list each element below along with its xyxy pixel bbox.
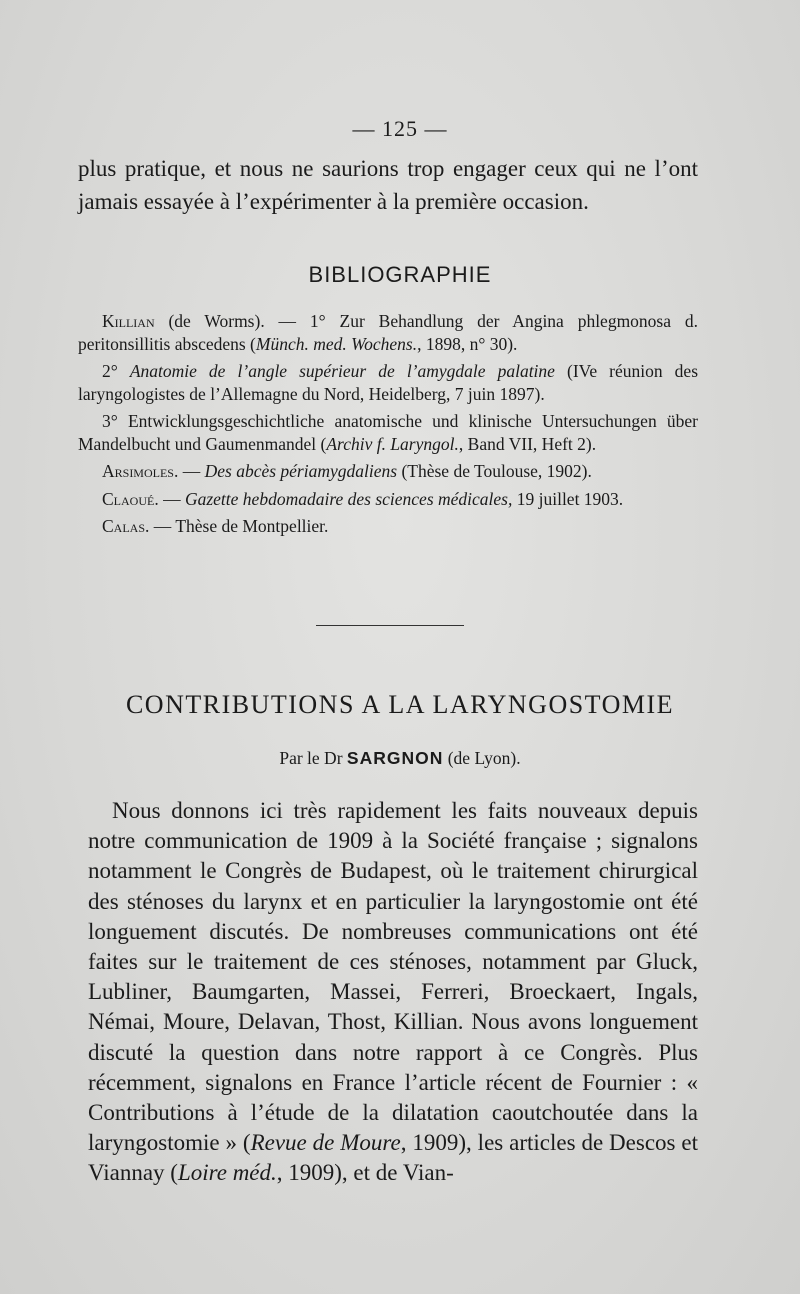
text-run: (IVe réunion des laryngologistes de l’Allemagne du Nord, Heidelberg, 7 juin 1897). [78, 361, 699, 404]
bibliography-entry [78, 488, 698, 511]
section-divider [316, 625, 464, 626]
italic-text: Des abcès périamygdaliens [204, 461, 398, 481]
text-run: . — [154, 488, 185, 509]
italic-text: Revue de Moure [250, 1130, 401, 1156]
bibliography-author: Calas [102, 516, 146, 536]
italic-text: Loire méd. [177, 1160, 277, 1186]
body-paragraph [88, 796, 698, 1189]
bibliography-list [78, 310, 698, 543]
bibliography-entry [78, 460, 698, 483]
bibliography-entry [78, 310, 698, 355]
article-body [88, 796, 698, 1189]
byline-suffix: (de Lyon). [443, 748, 521, 768]
text-run: (Thèse de Toulouse, 1902). [397, 461, 592, 481]
italic-text: Münch. med. Wochens. [255, 333, 418, 354]
text-run: . — [173, 461, 205, 481]
text-run: 2° [102, 361, 130, 381]
text-run: , 1909), et de Vian- [276, 1160, 454, 1186]
bibliography-author: Claoué [102, 488, 155, 509]
text-run: , 1909), les articles de Descos et Viannay ( [88, 1130, 698, 1186]
intro-paragraph: plus pratique, et nous ne saurions trop engager ceux qui ne l’ont jamais essayée à l’expérimenter à la première occasion. [78, 156, 698, 214]
italic-text: Gazette hebdomadaire des sciences médicales, [184, 488, 513, 509]
bibliography-author: Killian [102, 311, 155, 331]
italic-text: Anatomie de l’angle supérieur de l’amygdale palatine [129, 361, 555, 381]
article-byline [0, 748, 800, 769]
text-run: (de Worms). — 1° Zur Behandlung der Angina phlegmonosa d. peritonsillitis abscedens ( [78, 311, 698, 354]
page-number: — 125 — [352, 116, 448, 141]
bibliography-title: BIBLIOGRAPHIE [308, 262, 492, 287]
text-run: , Band VII, Heft 2). [458, 433, 597, 454]
text-run: . — Thèse de Montpellier. [145, 516, 329, 536]
italic-text: Archiv f. Laryngol. [326, 433, 459, 454]
byline-author: SARGNON [346, 748, 444, 768]
bibliography-entry [78, 410, 698, 455]
article-title: CONTRIBUTIONS A LA LARYNGOSTOMIE [125, 690, 675, 719]
bibliography-author: Arsimoles [102, 461, 174, 481]
text-run: , 1898, n° 30). [417, 333, 518, 354]
text-run: Nous donnons ici très rapidement les faits nouveaux depuis notre communication de 1909 à la Société française ; signalons notamment le Congrès de Budapest, où le traitement chirurgical des sténoses du larynx et en particulier la laryngostomie ont été longuement discutés. De nombreuses communications ont été faites sur le traitement de ces sténoses, notamment par Gluck, Lubliner, Baumgarten, Massei, Ferreri, Broeckaert, Ingals, Némai, Moure, Delavan, Thost, Killian. Nous avons longuement discuté la question dans notre rapport à ce Congrès. Plus récemment, signalons en France l’article récent de Fournier : « Contributions à l’étude de la dilatation caoutchoutée dans la laryngostomie » ( [88, 798, 698, 1156]
bibliography-entry [78, 360, 698, 405]
text-run: 3° Entwicklungsgeschichtliche anatomische und klinische Untersuchungen über Mandelbucht und Gaumenmandel ( [78, 411, 698, 454]
byline-prefix: Par le Dr [279, 748, 347, 768]
text-run: 19 juillet 1903. [512, 488, 624, 509]
bibliography-entry [78, 515, 698, 538]
